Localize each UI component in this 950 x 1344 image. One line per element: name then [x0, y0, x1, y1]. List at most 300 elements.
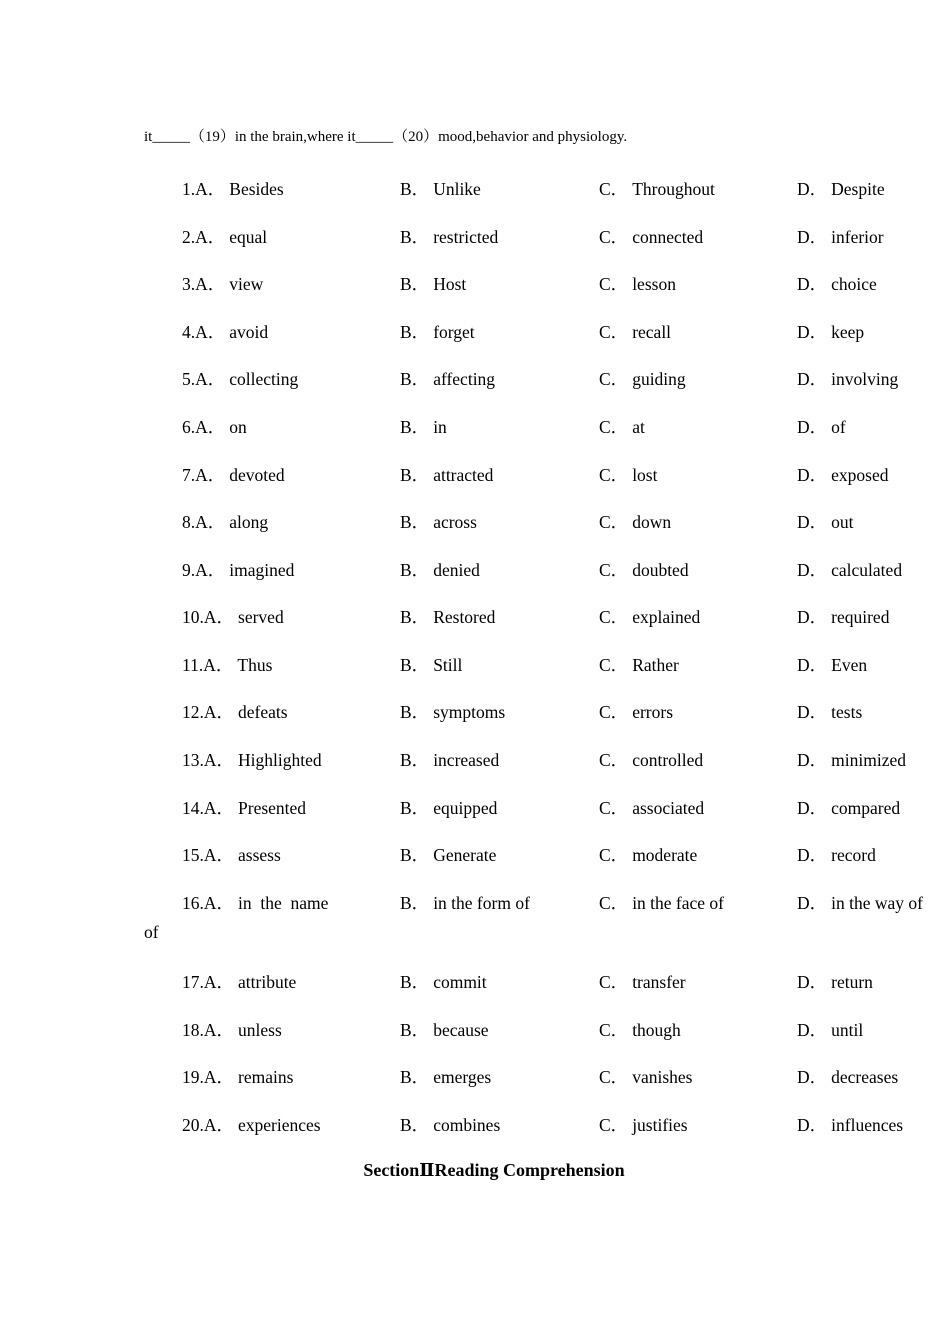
option-letter: B．: [400, 1020, 430, 1040]
option-d: [797, 1112, 903, 1137]
option-c: [599, 366, 686, 391]
option-letter: D．: [797, 179, 828, 199]
option-text: Unlike: [433, 179, 481, 199]
option-letter: B．: [400, 465, 430, 485]
option-c: [599, 462, 657, 487]
option-text: justifies: [632, 1115, 688, 1135]
option-d: [797, 747, 906, 772]
option-b: [400, 890, 530, 915]
option-text: though: [632, 1020, 681, 1040]
option-c: [599, 795, 704, 820]
option-letter: A．: [195, 369, 226, 389]
option-text: combines: [433, 1115, 501, 1135]
option-text: equal: [229, 227, 268, 247]
option-c: [599, 1017, 681, 1042]
question-row: [0, 319, 950, 349]
question-number: 5: [182, 369, 191, 389]
option-b: [400, 842, 496, 867]
option-letter: C．: [599, 1020, 629, 1040]
option-d: [797, 176, 885, 201]
option-text: Rather: [632, 655, 679, 675]
option-text: in the face of: [632, 893, 725, 913]
option-letter: B．: [400, 1067, 430, 1087]
option-letter: B．: [400, 322, 430, 342]
option-c: [599, 319, 671, 344]
option-letter: A．: [203, 1067, 235, 1087]
option-letter: A．: [203, 1020, 235, 1040]
option-letter: D．: [797, 274, 828, 294]
option-text: connected: [632, 227, 704, 247]
option-letter: B．: [400, 227, 430, 247]
option-letter: A．: [195, 274, 226, 294]
option-text: in: [433, 417, 447, 437]
option-a: [182, 509, 268, 534]
option-letter: C．: [599, 1115, 629, 1135]
question-row: [0, 842, 950, 872]
option-letter: B．: [400, 702, 430, 722]
option-text: across: [433, 512, 477, 532]
option-letter: B．: [400, 369, 430, 389]
question-row: [0, 604, 950, 634]
option-d: [797, 890, 923, 915]
option-letter: C．: [599, 322, 629, 342]
question-number: 2: [182, 227, 191, 247]
option-a: [182, 271, 263, 296]
option-b: [400, 1112, 500, 1137]
option-text: Still: [433, 655, 463, 675]
option-b: [400, 652, 462, 677]
option-d: [797, 224, 884, 249]
option-text: collecting: [229, 369, 299, 389]
option-d: [797, 366, 898, 391]
question-row: [0, 271, 950, 301]
option-text: attracted: [433, 465, 494, 485]
option-text: view: [229, 274, 264, 294]
option-letter: D．: [797, 227, 828, 247]
option-letter: B．: [400, 845, 430, 865]
question-number-dot: .: [190, 369, 196, 389]
option-d: [797, 604, 889, 629]
option-text: explained: [632, 607, 701, 627]
option-c: [599, 414, 645, 439]
option-a: [182, 652, 272, 677]
question-number-dot: .: [190, 274, 196, 294]
option-b: [400, 414, 447, 439]
question-number: 20: [182, 1115, 200, 1135]
option-text: defeats: [238, 702, 288, 722]
question-number: 6: [182, 417, 191, 437]
question-number: 9: [182, 560, 191, 580]
option-b: [400, 509, 477, 534]
option-a: [182, 414, 247, 439]
option-letter: A．: [203, 893, 235, 913]
option-d: [797, 699, 862, 724]
option-letter: C．: [599, 655, 629, 675]
question-number: 18: [182, 1020, 200, 1040]
question-number: 10: [182, 607, 200, 627]
option-c: [599, 969, 686, 994]
option-text: Host: [433, 274, 467, 294]
option-a: [182, 1017, 282, 1042]
option-d: [797, 969, 873, 994]
option-text: remains: [238, 1067, 294, 1087]
question-number-dot: .: [190, 322, 196, 342]
question-number: 11: [182, 655, 199, 675]
question-row: [0, 652, 950, 682]
option-b: [400, 176, 481, 201]
option-letter: D．: [797, 1067, 828, 1087]
option-text: tests: [831, 702, 863, 722]
option-c: [599, 842, 697, 867]
option-letter: C．: [599, 274, 629, 294]
question-number-dot: .: [190, 179, 196, 199]
option-letter: B．: [400, 893, 430, 913]
option-letter: C．: [599, 369, 629, 389]
option-letter: B．: [400, 750, 430, 770]
option-a: [182, 795, 306, 820]
option-letter: B．: [400, 1115, 430, 1135]
question-row: [0, 462, 950, 492]
question-number: 12: [182, 702, 200, 722]
option-b: [400, 604, 495, 629]
option-text: served: [238, 607, 284, 627]
option-text: record: [831, 845, 876, 865]
question-row: [0, 224, 950, 254]
option-letter: D．: [797, 655, 828, 675]
option-d: [797, 462, 889, 487]
option-text: Despite: [831, 179, 885, 199]
option-c: [599, 1112, 688, 1137]
option-d: [797, 795, 900, 820]
option-letter: D．: [797, 1020, 828, 1040]
option-c: [599, 224, 703, 249]
option-letter: C．: [599, 972, 629, 992]
question-row: [0, 366, 950, 396]
question-number-dot: .: [199, 845, 204, 865]
question-row: [0, 509, 950, 539]
option-letter: C．: [599, 560, 629, 580]
option-a: [182, 319, 268, 344]
option-letter: C．: [599, 512, 629, 532]
option-b: [400, 224, 498, 249]
option-letter: B．: [400, 972, 430, 992]
option-letter: C．: [599, 227, 629, 247]
option-text: Throughout: [632, 179, 715, 199]
question-number-dot: .: [199, 607, 204, 627]
option-text: along: [229, 512, 269, 532]
option-c: [599, 1064, 692, 1089]
option-text: out: [831, 512, 854, 532]
question-number-dot: .: [198, 655, 204, 675]
option-letter: C．: [599, 750, 629, 770]
section-title: SectionⅡReading Comprehension: [363, 1160, 625, 1180]
option-text: recall: [632, 322, 672, 342]
question-16-continuation: of: [144, 922, 159, 942]
option-text: of: [831, 417, 846, 437]
option-text: Highlighted: [238, 750, 322, 770]
option-text: errors: [632, 702, 673, 722]
option-b: [400, 795, 497, 820]
option-text: imagined: [229, 560, 295, 580]
option-letter: A．: [203, 1115, 235, 1135]
option-text: in the way of: [831, 893, 923, 913]
option-c: [599, 509, 671, 534]
option-a: [182, 557, 294, 582]
option-letter: D．: [797, 512, 828, 532]
option-text: moderate: [632, 845, 698, 865]
option-text: denied: [433, 560, 480, 580]
question-number: 3: [182, 274, 191, 294]
option-text: Besides: [229, 179, 284, 199]
option-b: [400, 462, 493, 487]
question-number-dot: .: [199, 893, 204, 913]
option-text: guiding: [632, 369, 686, 389]
option-letter: A．: [203, 607, 235, 627]
option-letter: B．: [400, 512, 430, 532]
option-b: [400, 969, 487, 994]
option-b: [400, 557, 480, 582]
passage-fragment: it_____（19）in the brain,where it_____（20）mood,behavior and physiology.: [144, 129, 628, 145]
option-text: because: [433, 1020, 489, 1040]
option-text: symptoms: [433, 702, 506, 722]
option-text: in the name: [238, 893, 329, 913]
option-letter: A．: [195, 322, 226, 342]
option-d: [797, 842, 876, 867]
option-text: doubted: [632, 560, 689, 580]
option-letter: C．: [599, 1067, 629, 1087]
option-letter: D．: [797, 845, 828, 865]
option-letter: C．: [599, 702, 629, 722]
option-text: forget: [433, 322, 475, 342]
question-number: 1: [182, 179, 191, 199]
option-a: [182, 699, 288, 724]
option-letter: B．: [400, 560, 430, 580]
question-row: [0, 1064, 950, 1094]
option-text: at: [632, 417, 645, 437]
option-text: down: [632, 512, 672, 532]
option-d: [797, 509, 854, 534]
question-number-dot: .: [190, 512, 196, 532]
question-row: [0, 795, 950, 825]
option-d: [797, 557, 902, 582]
option-text: associated: [632, 798, 705, 818]
option-letter: A．: [203, 798, 235, 818]
question-number: 15: [182, 845, 200, 865]
option-b: [400, 271, 466, 296]
question-number-dot: .: [190, 560, 196, 580]
question-number-dot: .: [190, 417, 196, 437]
option-text: experiences: [238, 1115, 321, 1135]
question-number-dot: .: [190, 227, 196, 247]
option-letter: D．: [797, 369, 828, 389]
option-text: controlled: [632, 750, 704, 770]
option-text: return: [831, 972, 873, 992]
option-a: [182, 176, 284, 201]
option-letter: B．: [400, 417, 430, 437]
question-row: [0, 699, 950, 729]
question-row: [0, 176, 950, 206]
option-text: increased: [433, 750, 500, 770]
question-number: 16: [182, 893, 200, 913]
option-letter: D．: [797, 702, 828, 722]
option-letter: D．: [797, 607, 828, 627]
option-letter: A．: [195, 560, 226, 580]
option-text: assess: [238, 845, 281, 865]
option-text: lesson: [632, 274, 676, 294]
option-text: equipped: [433, 798, 498, 818]
option-d: [797, 1064, 898, 1089]
option-c: [599, 557, 689, 582]
option-letter: B．: [400, 607, 430, 627]
option-letter: D．: [797, 417, 828, 437]
question-number-dot: .: [199, 750, 204, 770]
option-text: keep: [831, 322, 865, 342]
option-text: required: [831, 607, 890, 627]
option-d: [797, 414, 846, 439]
question-number-dot: .: [199, 1067, 204, 1087]
option-a: [182, 604, 284, 629]
option-letter: D．: [797, 560, 828, 580]
option-letter: C．: [599, 893, 629, 913]
question-number: 13: [182, 750, 200, 770]
option-text: decreases: [831, 1067, 899, 1087]
option-text: until: [831, 1020, 864, 1040]
option-text: influences: [831, 1115, 904, 1135]
option-b: [400, 319, 475, 344]
option-a: [182, 969, 296, 994]
option-text: unless: [238, 1020, 282, 1040]
option-c: [599, 652, 679, 677]
question-number-dot: .: [190, 465, 196, 485]
option-b: [400, 1017, 489, 1042]
question-row: [0, 890, 950, 920]
option-a: [182, 1064, 293, 1089]
option-text: avoid: [229, 322, 269, 342]
option-text: involving: [831, 369, 899, 389]
option-letter: A．: [195, 179, 226, 199]
question-row: [0, 414, 950, 444]
question-number-dot: .: [199, 798, 204, 818]
option-text: restricted: [433, 227, 499, 247]
option-letter: D．: [797, 798, 828, 818]
option-text: affecting: [433, 369, 496, 389]
option-a: [182, 842, 281, 867]
option-letter: D．: [797, 1115, 828, 1135]
option-a: [182, 747, 322, 772]
option-letter: D．: [797, 972, 828, 992]
option-text: exposed: [831, 465, 889, 485]
option-letter: D．: [797, 322, 828, 342]
option-letter: A．: [203, 972, 235, 992]
question-number: 14: [182, 798, 200, 818]
option-letter: A．: [195, 512, 226, 532]
option-text: compared: [831, 798, 901, 818]
option-a: [182, 366, 298, 391]
option-letter: A．: [203, 702, 235, 722]
option-c: [599, 604, 700, 629]
option-d: [797, 1017, 863, 1042]
option-b: [400, 699, 505, 724]
option-letter: D．: [797, 893, 828, 913]
question-row: [0, 969, 950, 999]
option-d: [797, 271, 877, 296]
question-row: [0, 747, 950, 777]
option-c: [599, 890, 724, 915]
option-b: [400, 1064, 491, 1089]
option-letter: C．: [599, 845, 629, 865]
option-text: inferior: [831, 227, 884, 247]
option-d: [797, 652, 867, 677]
option-letter: B．: [400, 655, 430, 675]
option-text: minimized: [831, 750, 906, 770]
option-text: devoted: [229, 465, 285, 485]
question-number: 7: [182, 465, 191, 485]
question-number-dot: .: [199, 702, 204, 722]
option-letter: A．: [195, 465, 226, 485]
question-row: [0, 1017, 950, 1047]
option-c: [599, 747, 703, 772]
option-letter: C．: [599, 798, 629, 818]
option-letter: D．: [797, 750, 828, 770]
question-number: 17: [182, 972, 200, 992]
option-text: Restored: [433, 607, 496, 627]
option-a: [182, 890, 328, 915]
option-a: [182, 224, 267, 249]
option-text: vanishes: [632, 1067, 693, 1087]
option-letter: A．: [203, 655, 234, 675]
question-number-dot: .: [199, 1020, 204, 1040]
option-text: transfer: [632, 972, 686, 992]
option-letter: D．: [797, 465, 828, 485]
option-letter: B．: [400, 179, 430, 199]
option-letter: A．: [203, 750, 235, 770]
option-text: on: [229, 417, 247, 437]
question-number-dot: .: [199, 1115, 204, 1135]
option-text: Presented: [238, 798, 307, 818]
option-text: Thus: [237, 655, 273, 675]
question-number: 4: [182, 322, 191, 342]
option-a: [182, 1112, 321, 1137]
option-letter: A．: [195, 227, 226, 247]
option-letter: A．: [203, 845, 235, 865]
option-letter: A．: [195, 417, 226, 437]
option-letter: B．: [400, 274, 430, 294]
question-number: 19: [182, 1067, 200, 1087]
option-text: commit: [433, 972, 487, 992]
option-letter: C．: [599, 179, 629, 199]
option-c: [599, 176, 715, 201]
option-text: calculated: [831, 560, 903, 580]
option-letter: B．: [400, 798, 430, 818]
option-letter: C．: [599, 607, 629, 627]
question-number-dot: .: [199, 972, 204, 992]
option-text: choice: [831, 274, 877, 294]
option-text: in the form of: [433, 893, 530, 913]
option-b: [400, 747, 499, 772]
option-text: emerges: [433, 1067, 492, 1087]
option-text: attribute: [238, 972, 297, 992]
option-a: [182, 462, 285, 487]
option-text: lost: [632, 465, 658, 485]
option-c: [599, 271, 676, 296]
option-b: [400, 366, 495, 391]
question-row: [0, 557, 950, 587]
option-letter: C．: [599, 465, 629, 485]
option-c: [599, 699, 673, 724]
question-row: [0, 1112, 950, 1142]
option-text: Even: [831, 655, 868, 675]
option-letter: C．: [599, 417, 629, 437]
